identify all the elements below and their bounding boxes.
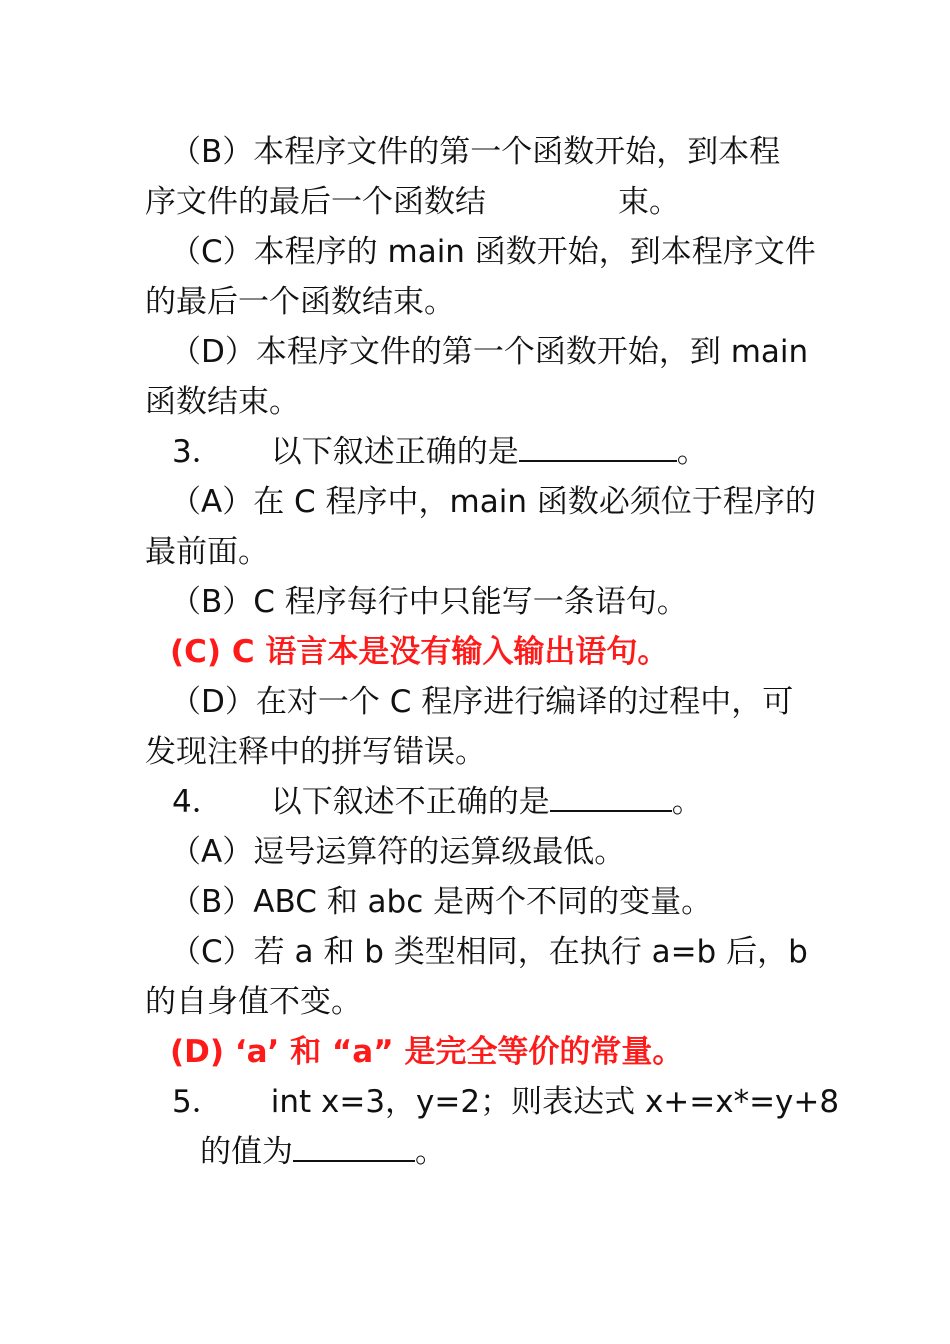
q5-line2-text: 的值为 — [200, 1134, 293, 1170]
q3-option-c-answer: (C) C 语言本是没有输入输出语句。 — [170, 634, 669, 670]
q2-option-b-line2 — [145, 180, 680, 224]
q3-question — [172, 430, 708, 474]
q5-end: 。 — [415, 1134, 446, 1170]
q3-option-a-line2: 最前面。 — [145, 534, 269, 570]
q4-option-c-line1: （C）若 a 和 b 类型相同，在执行 a=b 后，b — [170, 934, 808, 970]
q2-option-b-line2-end: 束。 — [618, 184, 680, 220]
q3-option-a-line1: （A）在 C 程序中，main 函数必须位于程序的 — [170, 484, 816, 520]
q5-number: 5． — [172, 1084, 223, 1120]
q3-end: 。 — [676, 434, 708, 470]
q4-question — [172, 780, 703, 824]
q2-option-b-line1: （B）本程序文件的第一个函数开始，到本程 — [170, 134, 781, 170]
q2-option-d-line1: （D）本程序文件的第一个函数开始，到 main — [170, 334, 809, 370]
q3-option-d-line1: （D）在对一个 C 程序进行编译的过程中，可 — [170, 684, 794, 720]
q3-option-b: （B）C 程序每行中只能写一条语句。 — [170, 584, 688, 620]
q4-option-d-answer: (D) ‘a’ 和 “a” 是完全等价的常量。 — [170, 1034, 684, 1070]
q3-stem: 以下叙述正确的是 — [270, 434, 519, 470]
q4-number: 4． — [172, 784, 223, 820]
q2-option-d-line2: 函数结束。 — [145, 384, 300, 420]
q5-question-line2 — [200, 1130, 446, 1174]
q4-option-c-line2: 的自身值不变。 — [145, 984, 362, 1020]
q2-option-c-line1: （C）本程序的 main 函数开始，到本程序文件 — [170, 234, 816, 270]
q5-answer-blank — [293, 1130, 415, 1162]
q3-answer-blank — [519, 430, 677, 462]
q5-question-line1 — [172, 1080, 839, 1124]
q5-stem: int x=3，y=2；则表达式 x+=x*=y+8 — [270, 1084, 840, 1120]
q4-stem: 以下叙述不正确的是 — [270, 784, 550, 820]
q4-option-a: （A）逗号运算符的运算级最低。 — [170, 834, 626, 870]
q4-end: 。 — [671, 784, 703, 820]
q4-answer-blank — [550, 780, 672, 812]
q3-number: 3． — [172, 434, 223, 470]
q4-option-b: （B）ABC 和 abc 是两个不同的变量。 — [170, 884, 713, 920]
q2-option-b-line2-text: 序文件的最后一个函数结 — [145, 184, 486, 220]
q3-option-d-line2: 发现注释中的拼写错误。 — [145, 734, 486, 770]
q2-option-c-line2: 的最后一个函数结束。 — [145, 284, 455, 320]
